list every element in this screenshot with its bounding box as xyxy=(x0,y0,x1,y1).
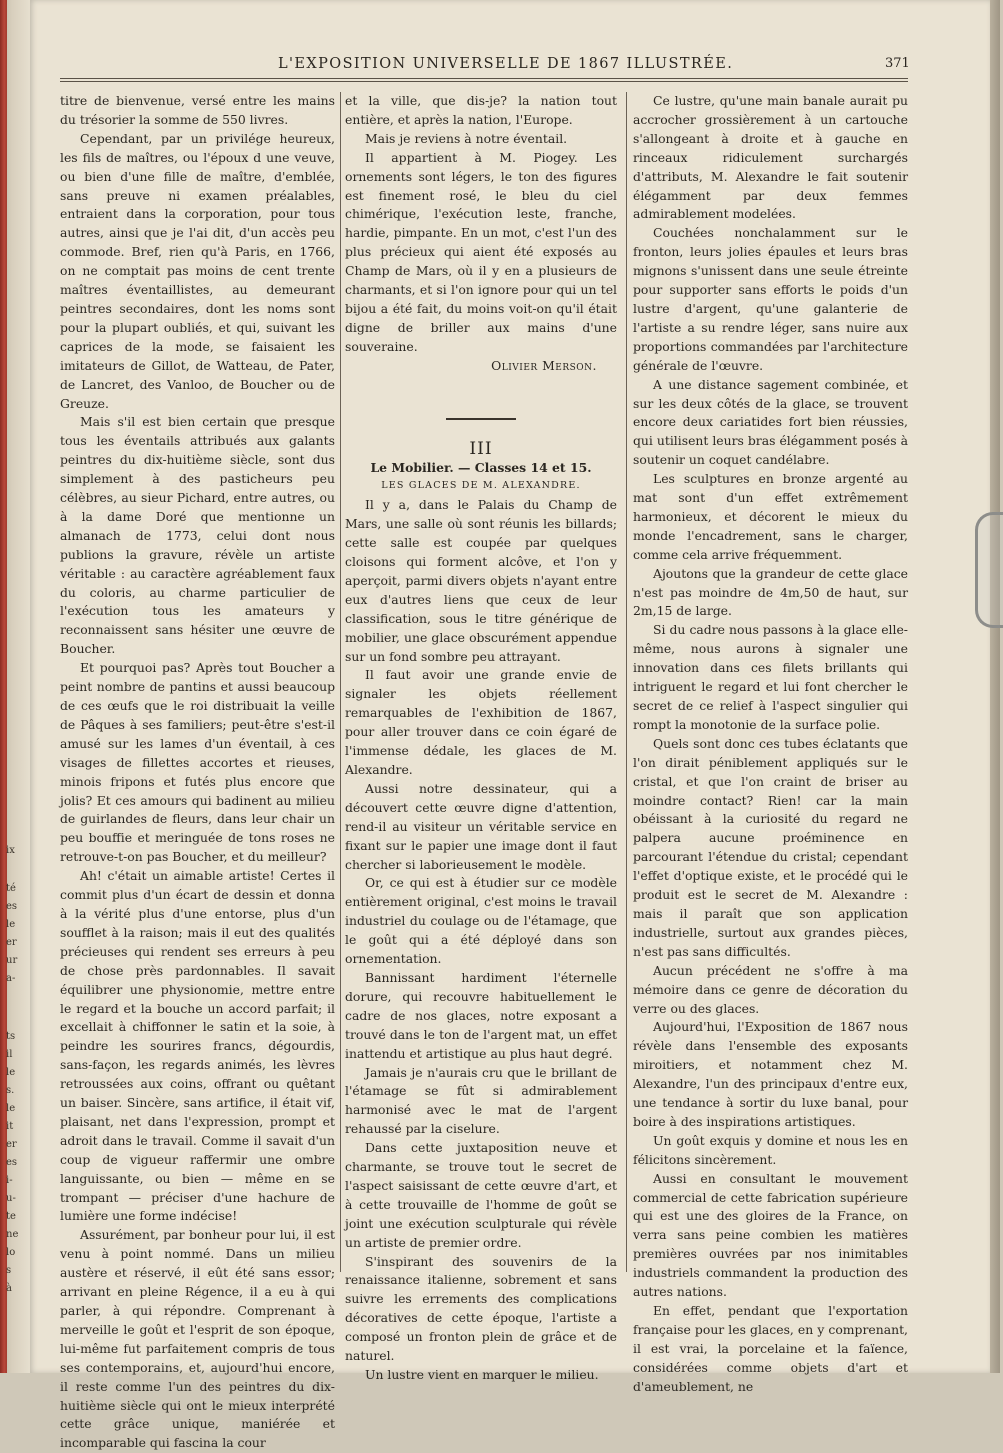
section-number: III xyxy=(469,438,493,459)
paragraph: Cependant, par un privilége heureux, les fils de maîtres, ou l'époux d une veuve, ou bien d'une fille de maître, d'emblée, sans preuve ni examen préalables, entraient dans la corporation, pour tous autres, ainsi que je l'ai dit, d'un accès peu commode. Bref, rien qu'à Paris, en 1766, on ne comptait pas moins de cent trente maîtres éventaillistes, au demeurant peintres secondaires, dont les noms sont pour la plupart oubliés, et qui, suivant les caprices de la mode, se faisaient les imitateurs de Gillot, de Watteau, de Pater, de Lancret, des Vanloo, de Boucher ou de Greuze. xyxy=(60,130,335,411)
paragraph: Il appartient à M. Piogey. Les ornements sont légers, le ton des figures est finement rosé, le bleu du ciel chimérique, l'exécution leste, franche, hardie, pimpante. En un mot, c'est l'un des plus précieux qui aient été exposés au Champ de Mars, où il y en a plusieurs de charmants, et si l'on ignore pour qui un tel bijou a été fait, du moins voit-on qu'il était digne de briller aux mains d'une souveraine. xyxy=(345,149,617,354)
paragraph: Si du cadre nous passons à la glace elle-même, nous aurons à signaler une innovation dans ces filets brillants qui intriguent le regard et lui font chercher le secret de ce relief à l'aspect singulier qui rompt la monotonie de la surface polie. xyxy=(633,622,908,732)
column-2 xyxy=(345,92,617,1382)
paragraph: Assurément, par bonheur pour lui, il est venu à point nommé. Dans un milieu austère et réservé, il eût été sans essor; arrivant en pleine Régence, il a eu à qui parler, à qui répondre. Comprenant à merveille le goût et l'esprit de son époque, lui-même fut parfaitement compris de tous ses contemporains, et, aujourd'hui encore, il reste comme l'un des peintres du dix-huitième siècle qui ont le mieux interprété cette grâce unique, maniérée et incomparable qui fascina la cour xyxy=(60,1227,335,1451)
paragraph: S'inspirant des souvenirs de la renaissance italienne, sobrement et sans suivre les errements des complications décoratives de cette époque, l'artiste a composé un fronton plein de grâce et de naturel. xyxy=(345,1253,617,1364)
column-divider-2 xyxy=(626,92,627,1272)
paragraph: Un lustre vient en marquer le milieu. xyxy=(365,1367,599,1382)
section-subtitle: LES GLACES DE M. ALEXANDRE. xyxy=(381,480,581,492)
margin-fragment: ne xyxy=(6,1229,19,1240)
book-binding-edge xyxy=(0,0,30,1373)
margin-fragment: té xyxy=(6,883,16,894)
margin-fragment: s xyxy=(6,1265,12,1276)
paragraph: Aussi en consultant le mouvement commercial de cette fabrication supérieure qui est une des gloires de la France, on verra sans peine combien les matières premières ouvrées par nos inimitables industriels commandent la production des autres nations. xyxy=(633,1170,908,1300)
column-divider-1 xyxy=(340,92,341,1272)
margin-fragment: it xyxy=(6,1121,14,1132)
adjacent-page-edge xyxy=(990,0,1000,1373)
margin-fragment: le xyxy=(6,1103,16,1114)
paragraph: Couchées nonchalamment sur le fronton, leurs jolies épaules et leurs bras mignons s'unissent dans une seule étreinte pour supporter sans efforts le poids d'un lustre d'argent, qu'une galanterie de l'artiste a su rendre léger, sans nuire aux proportions commandées par l'architecture générale de l'œuvre. xyxy=(633,225,908,373)
column-2-article-start xyxy=(345,496,617,1385)
paragraph: Aussi notre dessinateur, qui a découvert cette œuvre digne d'attention, rend-il au visiteur un véritable service en fixant sur le papier une image dont il faut chercher si laborieusement le modèle. xyxy=(345,780,617,872)
margin-fragment: ur xyxy=(6,955,18,966)
margin-fragment: ts xyxy=(6,1031,16,1042)
column-3 xyxy=(633,92,908,1394)
margin-fragment: ix xyxy=(6,845,15,856)
page-number: 371 xyxy=(885,56,910,71)
margin-fragment: es xyxy=(6,901,18,912)
paragraph: titre de bienvenue, versé entre les mains du trésorier la somme de 550 livres. xyxy=(60,93,335,127)
column-1 xyxy=(60,92,335,1451)
paragraph: Jamais je n'aurais cru que le brillant de l'étamage se fût si admirablement harmonisé avec le mat de l'argent rehaussé par la ciselure. xyxy=(345,1064,617,1137)
margin-fragment: à xyxy=(6,1283,12,1294)
paragraph: Aucun précédent ne s'offre à ma mémoire dans ce genre de décoration du verre ou des glaces. xyxy=(633,962,908,1016)
paragraph: et la ville, que dis-je? la nation tout entière, et après la nation, l'Europe. xyxy=(345,93,617,127)
paragraph: En effet, pendant que l'exportation française pour les glaces, en y comprenant, il est vrai, la porcelaine et la faïence, considérées comme objets d'art et d'ameublement, ne xyxy=(633,1303,908,1394)
paragraph: Il y a, dans le Palais du Champ de Mars, une salle où sont réunis les billards; cette salle est coupée par quelques cloisons qui forment alcôve, et l'on y aperçoit, parmi divers objets n'ayant entre eux d'autres liens que ceux de leur classification, sous le titre générique de mobilier, une glace obscurément appendue sur un fond sombre peu attrayant. xyxy=(345,497,617,664)
page-header-title: L'EXPOSITION UNIVERSELLE DE 1867 ILLUSTRÉE. xyxy=(278,56,734,72)
paragraph: Ah! c'était un aimable artiste! Certes il commit plus d'un écart de dessin et donna à la vérité plus d'une entorse, plus d'un soufflet à la raison; mais il eut des qualités précieuses qui rendent ses erreurs à peu de chose près pardonnables. Il savait équilibrer une physionomie, mettre entre le regard et la bouche un accord parfait; il excellait à chiffonner le satin et la soie, à peindre les sourires francs, dégourdis, sans-façon, les regards animés, les lèvres retroussées aux coins, offrant ou quêtant un baiser. Sincère, sans artifice, il était vif, plaisant, net dans l'expression, prompt et adroit dans le travail. Comme il savait d'un coup de vigueur raffermir une ombre languissante, ou bien — même en se trompant — préciser d'une hachure de lumière une forme indécise! xyxy=(60,868,335,1224)
section-divider xyxy=(446,418,516,420)
margin-fragment: er xyxy=(6,937,17,948)
margin-fragment: le xyxy=(6,1067,16,1078)
margin-fragment: il xyxy=(6,1049,13,1060)
paragraph: Bannissant hardiment l'éternelle dorure, qui recouvre habituellement le cadre de nos glaces, notre exposant a trouvé dans le ton de l'argent mat, un effet inattendu et artistique au plus haut degré. xyxy=(345,969,617,1061)
paragraph: Ce lustre, qu'une main banale aurait pu accrocher grossièrement à un cartouche s'allongeant à droite et à gauche en rinceaux ridiculement surchargés d'attributs, M. Alexandre le fait soutenir élégamment par deux femmes admirablement modelées. xyxy=(633,93,908,222)
margin-fragment: u- xyxy=(6,1193,16,1204)
paragraph: Ajoutons que la grandeur de cette glace n'est pas moindre de 4m,50 de haut, sur 2m,15 de large. xyxy=(633,565,908,619)
margin-fragment: lo xyxy=(6,1247,16,1258)
paragraph: Les sculptures en bronze argenté au mat sont d'un effet extrêmement harmonieux, et décorent le mieux du monde l'encadrement, sans le charger, comme cela arrive fréquemment. xyxy=(633,471,908,562)
paragraph: A une distance sagement combinée, et sur les deux côtés de la glace, se trouvent encore deux cariatides fort bien réussies, qui utilisent leurs bras élégamment posés à soutenir un coquet candélabre. xyxy=(633,376,908,468)
margin-fragment: a- xyxy=(6,973,16,984)
paragraph: Mais s'il est bien certain que presque tous les éventails attribués aux galants peintres du dix-huitième siècle, sont dus simplement à des pasticheurs peu célèbres, au sieur Pichard, entre autres, ou à la dame Doré que mentionne un almanach de 1773, celui dont nous publions la gravure, révèle un artiste véritable : au caractère agréablement faux du coloris, au charme particulier de l'exécution tous les amateurs y reconnaissent sans hésiter une œuvre de Boucher. xyxy=(60,414,335,657)
paragraph: Or, ce qui est à étudier sur ce modèle entièrement original, c'est moins le travail industriel du coulage ou de l'étamage, que le goût qui a été déployé dans son ornementation. xyxy=(345,875,617,967)
margin-fragment: te xyxy=(6,1211,16,1222)
paper-clip xyxy=(975,512,1003,628)
section-title: Le Mobilier. — Classes 14 et 15. xyxy=(370,459,592,475)
margin-fragment: i- xyxy=(6,1175,13,1186)
paragraph: Quels sont donc ces tubes éclatants que l'on dirait péniblement appliqués sur le cristal, et que l'on craint de briser au moindre contact? Rien! car la main obéissant à la curiosité du regard ne palpera aucune proéminence en parcourant l'étendue du cristal; cependant l'effet d'optique existe, et le procédé qui le produit est le secret de M. Alexandre : mais il paraît que son application industrielle, surtout aux grandes pièces, n'est pas sans difficultés. xyxy=(633,735,908,959)
paragraph: Mais je reviens à notre éventail. xyxy=(365,130,568,146)
paragraph: Un goût exquis y domine et nous les en félicitons sincèrement. xyxy=(633,1132,908,1167)
margin-fragment: le xyxy=(6,919,16,930)
margin-fragment: s. xyxy=(6,1085,15,1096)
paragraph: Et pourquoi pas? Après tout Boucher a peint nombre de pantins et aussi beaucoup de ces œufs que le roi distribuait la veille de Pâques à ses familiers; peut-être s'est-il amusé sur les lames d'un éventail, à ces visages de fillettes accortes et rieuses, minois fripons et futés plus encore que jolis? Et ces amours qui badinent au milieu de guirlandes de fleurs, dans leur chair un peu bouffie et meringuée de tons roses ne retrouve-t-on pas Boucher, et du meilleur? xyxy=(60,660,335,865)
header-rule-second xyxy=(60,81,908,82)
paragraph: Aujourd'hui, l'Exposition de 1867 nous révèle dans l'ensemble des exposants miroitiers, et notamment chez M. Alexandre, l'un des principaux d'entre eux, une tendance à sortir du luxe banal, pour boire à des inspirations artistiques. xyxy=(633,1019,908,1129)
margin-fragment: er xyxy=(6,1139,17,1150)
header-rule xyxy=(60,78,908,79)
paragraph: Il faut avoir une grande envie de signaler les objets réellement remarquables de l'exhibition de 1867, pour aller trouver dans ce coin égaré de l'immense dédale, les glaces de M. Alexandre. xyxy=(345,667,617,777)
column-2-article-end xyxy=(345,92,617,357)
margin-fragment: es xyxy=(6,1157,18,1168)
paragraph: Dans cette juxtaposition neuve et charmante, se trouve tout le secret de l'aspect saisissant de cette œuvre d'art, et à cette trouvaille de l'homme de goût se joint une exécution sculpturale qui révèle un artiste de premier ordre. xyxy=(345,1140,617,1250)
author-signature: Olivier Merson. xyxy=(491,357,597,373)
